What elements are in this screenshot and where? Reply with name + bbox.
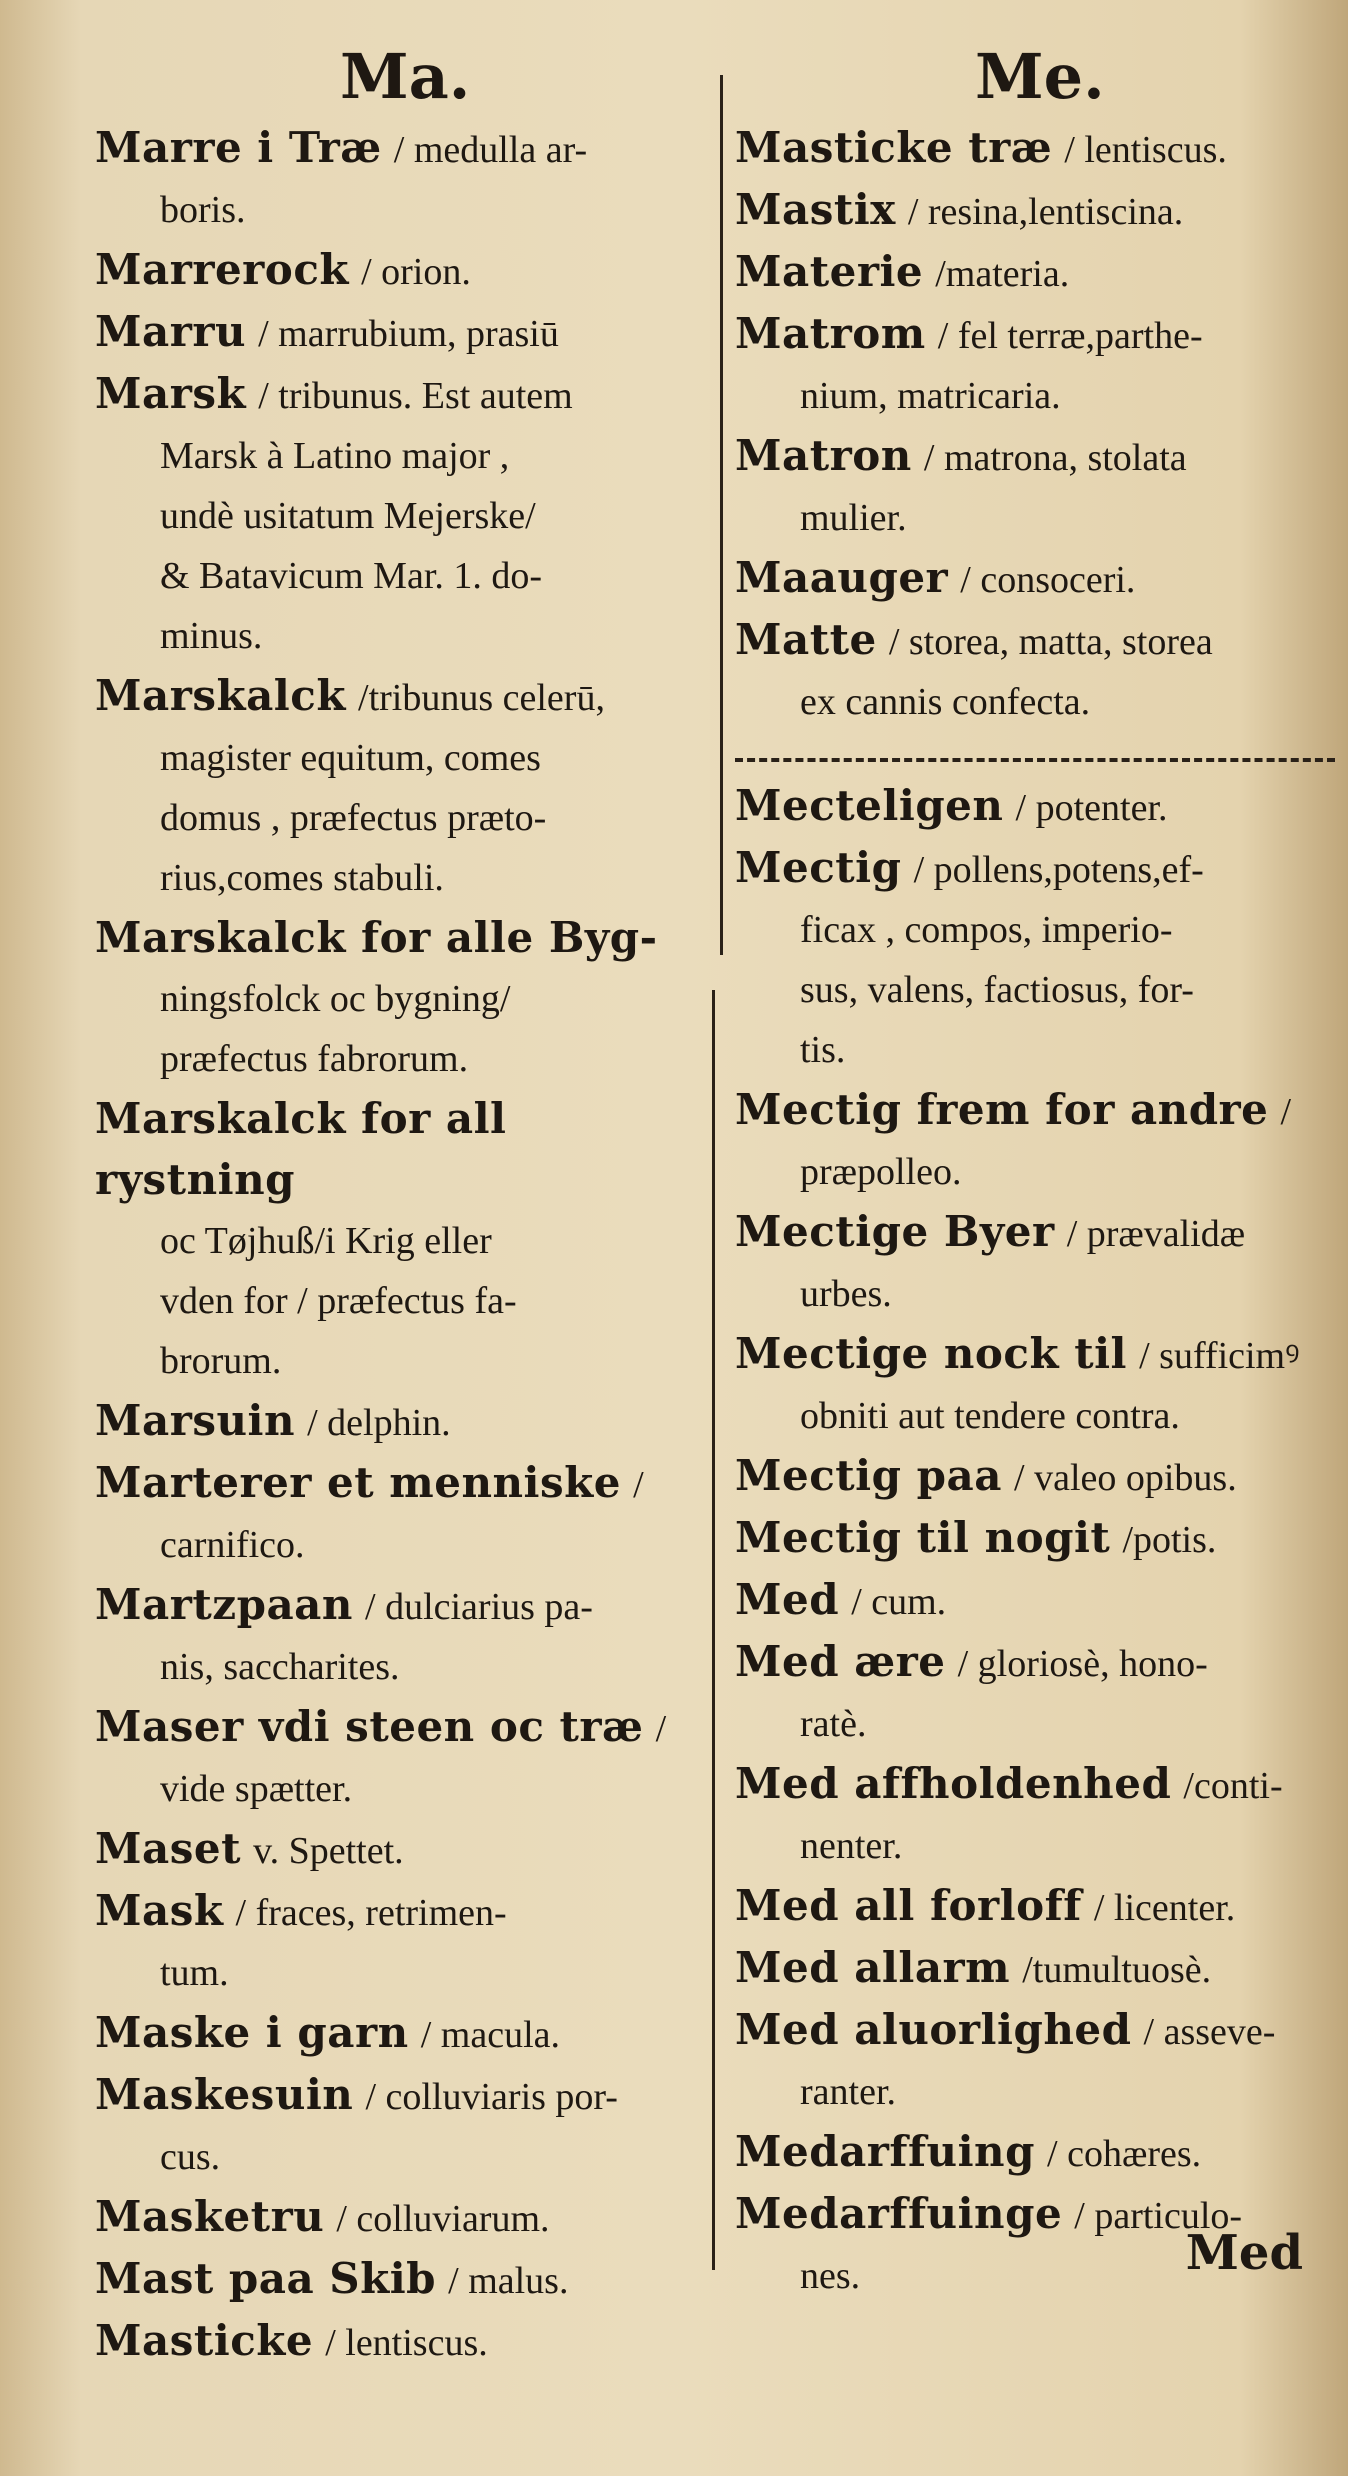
- entry-continuation-line: magister equitum, comes: [160, 737, 541, 779]
- entry-continuation-line: præfectus fabrorum.: [160, 1038, 469, 1080]
- entry-headword: Med all forloff: [735, 1881, 1082, 1930]
- entry-definition: / potenter.: [1015, 787, 1168, 829]
- entry-continuation-line: undè usitatum Mejerske/: [160, 495, 536, 537]
- entry-continuation-line: nes.: [800, 2255, 861, 2297]
- entry-definition: /tumultuosè.: [1022, 1949, 1212, 1991]
- entry-definition: /potis.: [1122, 1519, 1217, 1561]
- entry-first-line: [95, 2249, 715, 2311]
- dictionary-entry: [735, 2122, 1305, 2184]
- entry-definition: /materia.: [935, 253, 1070, 295]
- entry-definition: / dulciarius pa-: [365, 1586, 593, 1628]
- entry-first-line: [735, 1324, 1305, 1386]
- entry-first-line: [735, 838, 1305, 900]
- entry-headword: Marre i Træ: [95, 123, 382, 172]
- dictionary-entry: [95, 240, 715, 302]
- dictionary-entry: [735, 1080, 1305, 1202]
- entry-headword: Med affholdenhed: [735, 1759, 1172, 1808]
- entry-headword: Mectig paa: [735, 1451, 1002, 1500]
- dictionary-entry: [95, 1881, 715, 2003]
- entry-first-line: [735, 2122, 1305, 2184]
- entry-headword: Matte: [735, 615, 877, 664]
- dictionary-entry: [735, 1202, 1305, 1324]
- entry-first-line: [735, 610, 1305, 672]
- dictionary-entry: [735, 1938, 1305, 2000]
- entry-continuation-line: vden for / præfectus fa-: [160, 1280, 517, 1322]
- entry-first-line: [735, 1202, 1305, 1264]
- entry-first-line: [735, 118, 1305, 180]
- dictionary-entry: [95, 2311, 715, 2373]
- dictionary-entry: [735, 1324, 1305, 1446]
- entry-definition: /tribunus celerū,: [358, 677, 605, 719]
- entry-definition: / tribunus. Est autem: [258, 375, 573, 417]
- entry-headword: Maset: [95, 1824, 241, 1873]
- entry-first-line: [95, 1391, 715, 1453]
- dictionary-entry: [735, 1570, 1305, 1632]
- entry-first-line: [95, 2065, 715, 2127]
- entry-first-line: [95, 1819, 715, 1881]
- entry-continuation-line: nium, matricaria.: [800, 375, 1061, 417]
- entry-headword: Mectige nock til: [735, 1329, 1128, 1378]
- entry-definition: v. Spettet.: [253, 1830, 404, 1872]
- entry-continuation-line: nis, saccharites.: [160, 1646, 400, 1688]
- entry-definition: /conti-: [1183, 1765, 1283, 1807]
- dictionary-entry: [735, 776, 1305, 838]
- entry-definition: / consoceri.: [960, 559, 1136, 601]
- entry-continuation-line: urbes.: [800, 1273, 892, 1315]
- dictionary-entry: [735, 610, 1305, 732]
- entry-continuation-line: rius,comes stabuli.: [160, 857, 444, 899]
- entry-definition: / licenter.: [1093, 1887, 1236, 1929]
- entry-definition: /: [633, 1464, 644, 1506]
- entry-first-line: [95, 1089, 715, 1211]
- entry-headword: Materie: [735, 247, 924, 296]
- entry-first-line: [95, 2187, 715, 2249]
- entry-first-line: [95, 1575, 715, 1637]
- entry-definition: / storea, matta, storea: [888, 621, 1213, 663]
- entry-continuation-line: minus.: [160, 615, 263, 657]
- dictionary-entry: [95, 364, 715, 666]
- dictionary-entry: [735, 1876, 1305, 1938]
- entry-headword: Matrom: [735, 309, 926, 358]
- entry-definition: / matrona, stolata: [923, 437, 1187, 479]
- section-rule: [735, 758, 1335, 762]
- entry-continuation-line: & Batavicum Mar. 1. do-: [160, 555, 543, 597]
- entry-first-line: [95, 2003, 715, 2065]
- entry-continuation-line: boris.: [160, 189, 246, 231]
- entry-headword: Masketru: [95, 2192, 325, 2241]
- dictionary-entry: [95, 2003, 715, 2065]
- entry-definition: / macula.: [420, 2014, 560, 2056]
- entry-first-line: [735, 1446, 1305, 1508]
- entry-first-line: [95, 1881, 715, 1943]
- entry-continuation-line: obniti aut tendere contra.: [800, 1395, 1180, 1437]
- entry-continuation-line: ranter.: [800, 2071, 897, 2113]
- entry-headword: Masticke: [95, 2316, 314, 2365]
- dictionary-entry: [95, 1391, 715, 1453]
- entry-continuation-line: sus, valens, factiosus, for-: [800, 969, 1194, 1011]
- entry-continuation-line: domus , præfectus præto-: [160, 797, 547, 839]
- entry-first-line: [735, 1632, 1305, 1694]
- entry-definition: / cohæres.: [1047, 2133, 1202, 2175]
- entry-headword: Mectig: [735, 843, 902, 892]
- dictionary-entry: [95, 666, 715, 908]
- dictionary-entry: [95, 1697, 715, 1819]
- entry-first-line: [735, 1508, 1305, 1570]
- entry-headword: Med aluorlighed: [735, 2005, 1132, 2054]
- entry-first-line: [95, 118, 715, 180]
- entry-first-line: [735, 1938, 1305, 2000]
- entry-definition: / cum.: [851, 1581, 947, 1623]
- entry-definition: / lentiscus.: [1064, 129, 1227, 171]
- entry-definition: / sufficimꝰ: [1139, 1335, 1300, 1377]
- dictionary-entry: [735, 180, 1305, 242]
- entry-headword: Marsuin: [95, 1396, 296, 1445]
- left-column: [95, 118, 715, 2373]
- entry-continuation-line: tis.: [800, 1029, 846, 1071]
- entry-first-line: [95, 908, 715, 969]
- column-divider-upper: [720, 75, 723, 955]
- entry-definition: / valeo opibus.: [1014, 1457, 1237, 1499]
- dictionary-entry: [735, 118, 1305, 180]
- dictionary-entry: [735, 548, 1305, 610]
- dictionary-entry: [95, 2065, 715, 2187]
- entry-first-line: [735, 1876, 1305, 1938]
- entry-first-line: [735, 776, 1305, 838]
- entry-first-line: [95, 2311, 715, 2373]
- entry-continuation-line: nenter.: [800, 1825, 903, 1867]
- dictionary-entry: [95, 1453, 715, 1575]
- dictionary-entry: [95, 908, 715, 1089]
- entry-continuation-line: tum.: [160, 1952, 229, 1994]
- entry-definition: / asseve-: [1143, 2011, 1276, 2053]
- entry-definition: / malus.: [448, 2260, 569, 2302]
- entry-headword: Maauger: [735, 553, 949, 602]
- entry-definition: / pollens,potens,ef-: [913, 849, 1204, 891]
- entry-first-line: [735, 1570, 1305, 1632]
- entry-headword: Maske i garn: [95, 2008, 409, 2057]
- entry-definition: / marrubium, prasiū: [258, 313, 559, 355]
- entry-definition: /: [655, 1708, 667, 1750]
- entry-headword: Mask: [95, 1886, 224, 1935]
- entry-headword: Marskalck for all rystning: [95, 1094, 507, 1204]
- dictionary-entry: [735, 426, 1305, 548]
- dictionary-entry: [735, 2000, 1305, 2122]
- entry-first-line: [735, 180, 1305, 242]
- dictionary-entry: [95, 118, 715, 240]
- dictionary-entry: [735, 1508, 1305, 1570]
- entry-first-line: [95, 1453, 715, 1515]
- dictionary-entry: [95, 2187, 715, 2249]
- entry-headword: Mast paa Skib: [95, 2254, 437, 2303]
- entry-headword: Marsk: [95, 369, 247, 418]
- entry-first-line: [735, 2000, 1305, 2062]
- entry-first-line: [735, 1080, 1305, 1142]
- entry-definition: / particulo-: [1074, 2195, 1243, 2237]
- entry-continuation-line: ratè.: [800, 1703, 867, 1745]
- entry-first-line: [735, 426, 1305, 488]
- dictionary-entry: [735, 1446, 1305, 1508]
- entry-headword: Med ære: [735, 1637, 946, 1686]
- entry-definition: / medulla ar-: [393, 129, 588, 171]
- entry-definition: / gloriosè, hono-: [957, 1643, 1208, 1685]
- dictionary-entry: [95, 2249, 715, 2311]
- entry-headword: Medarffuinge: [735, 2189, 1063, 2238]
- entry-definition: / colluviaris por-: [365, 2076, 618, 2118]
- entry-definition: / colluviarum.: [336, 2198, 550, 2240]
- entry-headword: Med: [735, 1575, 840, 1624]
- entry-headword: Mectig til nogit: [735, 1513, 1111, 1562]
- entry-headword: Marterer et menniske: [95, 1458, 621, 1507]
- entry-continuation-line: carnifico.: [160, 1524, 305, 1566]
- entry-definition: / resina,lentiscina.: [907, 191, 1184, 233]
- entry-continuation-line: Marsk à Latino major ,: [160, 435, 510, 477]
- entry-headword: Marskalck: [95, 671, 346, 720]
- entry-continuation-line: mulier.: [800, 497, 907, 539]
- entry-headword: Mectige Byer: [735, 1207, 1055, 1256]
- entry-first-line: [95, 302, 715, 364]
- right-column: [735, 118, 1305, 2306]
- left-column-header: Ma.: [340, 40, 471, 113]
- entry-definition: / orion.: [361, 251, 471, 293]
- entry-headword: Martzpaan: [95, 1580, 353, 1629]
- right-column-header: Me.: [975, 40, 1105, 113]
- entry-headword: Mectig frem for andre: [735, 1085, 1269, 1134]
- entry-continuation-line: brorum.: [160, 1340, 282, 1382]
- dictionary-entry: [95, 1089, 715, 1391]
- entry-continuation-line: ningsfolck oc bygning/: [160, 978, 511, 1020]
- dictionary-entry: [735, 242, 1305, 304]
- dictionary-entry: [735, 304, 1305, 426]
- dictionary-entry: [735, 1754, 1305, 1876]
- entry-first-line: [735, 242, 1305, 304]
- dictionary-entry: [95, 302, 715, 364]
- entry-continuation-line: vide spætter.: [160, 1768, 353, 1810]
- entry-definition: / prævalidæ: [1066, 1213, 1246, 1255]
- dictionary-entry: [95, 1819, 715, 1881]
- entry-definition: / delphin.: [307, 1402, 451, 1444]
- entry-definition: / fel terræ,parthe-: [937, 315, 1203, 357]
- entry-first-line: [735, 548, 1305, 610]
- dictionary-entry: [95, 1575, 715, 1697]
- entry-first-line: [95, 240, 715, 302]
- entry-first-line: [735, 1754, 1305, 1816]
- entry-definition: / lentiscus.: [325, 2322, 488, 2364]
- entry-headword: Maser vdi steen oc træ: [95, 1702, 644, 1751]
- right-column-bottom-entries: [735, 776, 1305, 2306]
- entry-continuation-line: ficax , compos, imperio-: [800, 909, 1173, 951]
- catchword: Med: [1185, 2225, 1303, 2281]
- entry-first-line: [95, 1697, 715, 1759]
- dictionary-entry: [735, 1632, 1305, 1754]
- entry-definition: / fraces, retrimen-: [235, 1892, 507, 1934]
- entry-continuation-line: cus.: [160, 2136, 221, 2178]
- entry-first-line: [95, 666, 715, 728]
- entry-headword: Medarffuing: [735, 2127, 1035, 2176]
- entry-headword: Mastix: [735, 185, 896, 234]
- entry-continuation-line: ex cannis confecta.: [800, 681, 1091, 723]
- entry-first-line: [95, 364, 715, 426]
- entry-headword: Mecteligen: [735, 781, 1004, 830]
- entry-definition: /: [1280, 1091, 1292, 1133]
- right-column-top-entries: [735, 118, 1305, 732]
- entry-first-line: [735, 304, 1305, 366]
- entry-headword: Marrerock: [95, 245, 349, 294]
- entry-headword: Marskalck for alle Byg-: [95, 913, 658, 962]
- entry-continuation-line: oc Tøjhuß/i Krig eller: [160, 1220, 492, 1262]
- entry-headword: Marru: [95, 307, 246, 356]
- dictionary-entry: [735, 838, 1305, 1080]
- entry-headword: Maskesuin: [95, 2070, 354, 2119]
- entry-headword: Med allarm: [735, 1943, 1011, 1992]
- entry-headword: Matron: [735, 431, 912, 480]
- entry-headword: Masticke træ: [735, 123, 1053, 172]
- entry-continuation-line: præpolleo.: [800, 1151, 962, 1193]
